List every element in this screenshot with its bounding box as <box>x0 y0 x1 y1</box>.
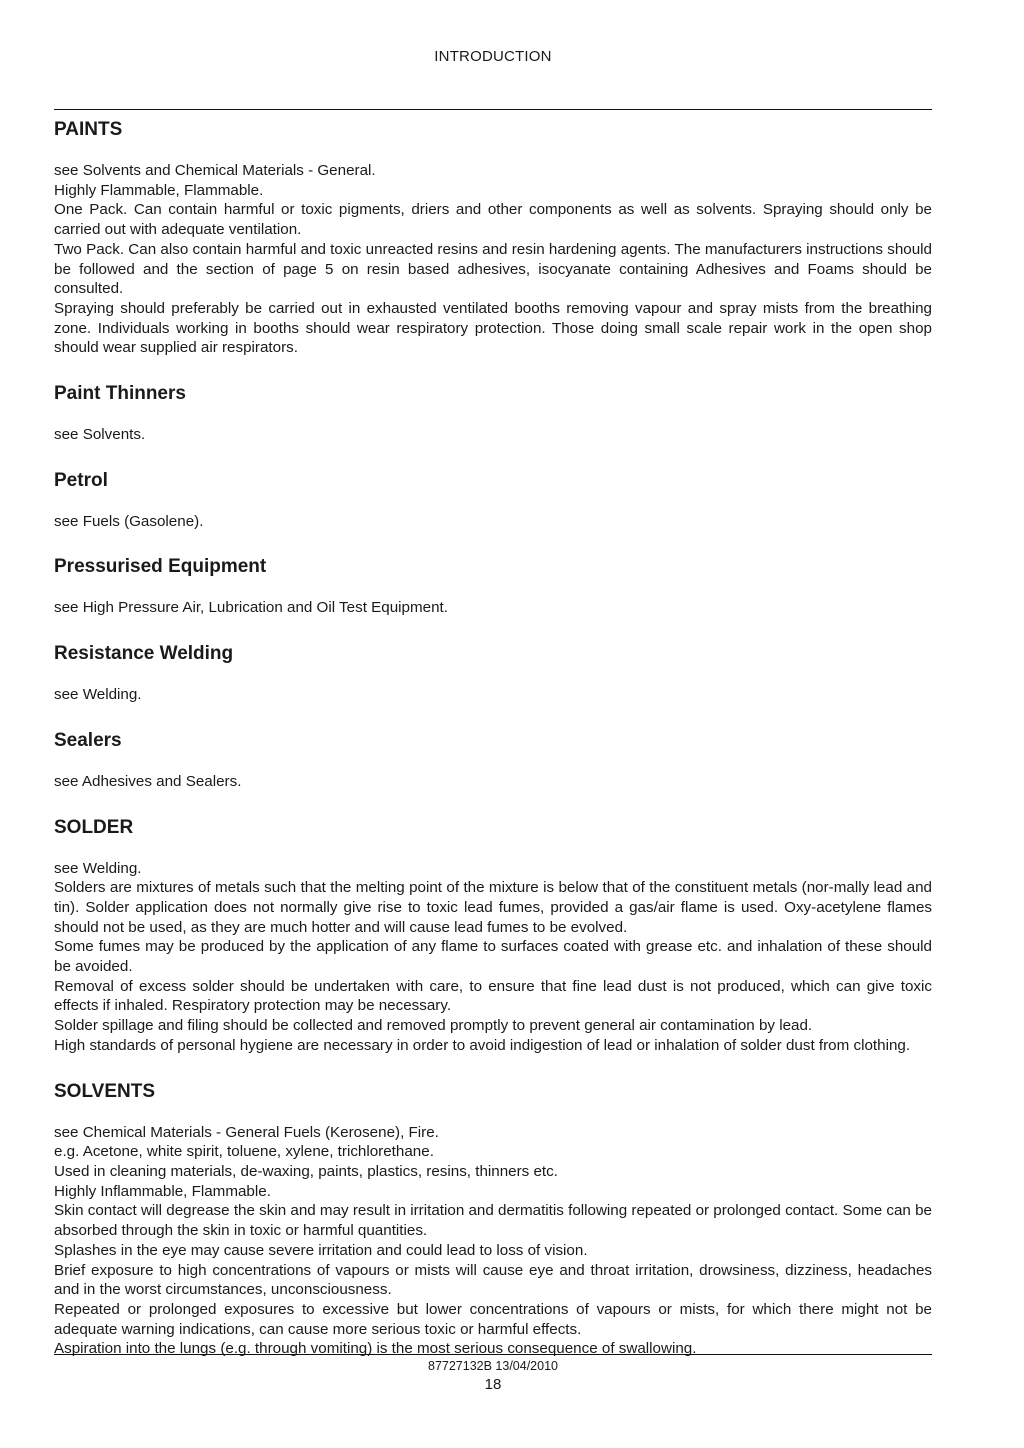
paragraph: One Pack. Can contain harmful or toxic pigments, driers and other components as well as solvents. Spraying should only be carried out with adequate ventilation. <box>54 201 932 239</box>
paragraph: Repeated or prolonged exposures to excessive but lower concentrations of vapours or mists, for which there might not be adequate warning indications, can cause more serious toxic or harmful effects. <box>54 1300 932 1338</box>
paragraph: see Solvents and Chemical Materials - General. <box>54 162 376 179</box>
page-number: 18 <box>484 1376 502 1393</box>
document-code: 87727132B 13/04/2010 <box>428 1359 558 1373</box>
section-heading: Petrol <box>54 469 108 491</box>
section-heading: Paint Thinners <box>54 383 186 405</box>
section-heading: Pressurised Equipment <box>54 556 267 578</box>
paragraph: Highly Flammable, Flammable. <box>54 181 264 199</box>
section-body <box>54 772 932 792</box>
paragraph: see Fuels (Gasolene). <box>54 512 204 530</box>
section-solvents <box>54 1078 932 1359</box>
section-body <box>54 598 932 618</box>
section-body <box>54 425 932 445</box>
section-body <box>54 685 932 705</box>
paragraph: Spraying should preferably be carried out in exhausted ventilated booths removing vapour and spray mists from the breathing zone. Individuals working in booths should wear respiratory protection. Those doing small scale repair work in the open shop should wear supplied air respirators. <box>54 299 932 357</box>
section-paint-thinners <box>54 380 932 445</box>
footer-divider <box>54 1354 932 1355</box>
section-resistance-welding <box>54 640 932 705</box>
paragraph: Used in cleaning materials, de-waxing, paints, plastics, resins, thinners etc. <box>54 1162 558 1180</box>
paragraph: Brief exposure to high concentrations of vapours or mists will cause eye and throat irritation, drowsiness, dizziness, headaches and in the worst circumstances, unconsciousness. <box>54 1261 932 1299</box>
section-body <box>54 161 932 358</box>
paragraph: see Welding. <box>54 686 142 704</box>
section-heading: Resistance Welding <box>54 643 234 665</box>
section-pressurised-equipment <box>54 553 932 618</box>
section-body <box>54 512 932 532</box>
paragraph: Aspiration into the lungs (e.g. through vomiting) is the most serious consequence of swallowing. <box>54 1340 697 1358</box>
section-body <box>54 1123 932 1359</box>
paragraph: see Welding. <box>54 859 142 877</box>
section-heading: Sealers <box>54 729 122 751</box>
paragraph: Removal of excess solder should be undertaken with care, to ensure that fine lead dust is not produced, which can give toxic effects if inhaled. Respiratory protection may be necessary. <box>54 977 932 1015</box>
section-paints <box>54 116 932 358</box>
header-divider <box>54 109 932 110</box>
section-heading: SOLDER <box>54 816 134 838</box>
paragraph: see Adhesives and Sealers. <box>54 772 242 790</box>
section-petrol <box>54 467 932 532</box>
paragraph: High standards of personal hygiene are necessary in order to avoid indigestion of lead or inhalation of solder dust from clothing. <box>54 1036 911 1054</box>
paragraph: Highly Inflammable, Flammable. <box>54 1182 271 1200</box>
section-solder <box>54 814 932 1056</box>
paragraph: Skin contact will degrease the skin and may result in irritation and dermatitis following repeated or prolonged contact. Some can be absorbed through the skin in toxic or harmful quantities. <box>54 1202 932 1240</box>
page-header-title: INTRODUCTION <box>434 48 552 65</box>
paragraph: Some fumes may be produced by the application of any flame to surfaces coated with grease etc. and inhalation of these should be avoided. <box>54 938 932 976</box>
paragraph: see High Pressure Air, Lubrication and Oil Test Equipment. <box>54 599 448 617</box>
paragraph: Two Pack. Can also contain harmful and toxic unreacted resins and resin hardening agents. The manufacturers instructions should be followed and the section of page 5 on resin based adhesives, isocyanate containing Adhesives and Foams should be consulted. <box>54 240 932 298</box>
paragraph: Splashes in the eye may cause severe irritation and could lead to loss of vision. <box>54 1241 588 1259</box>
section-body <box>54 859 932 1056</box>
section-heading: SOLVENTS <box>54 1080 155 1102</box>
section-heading: PAINTS <box>54 119 123 140</box>
section-sealers <box>54 727 932 792</box>
paragraph: see Chemical Materials - General Fuels (Kerosene), Fire. <box>54 1123 439 1141</box>
paragraph: see Solvents. <box>54 426 146 444</box>
paragraph: e.g. Acetone, white spirit, toluene, xylene, trichlorethane. <box>54 1143 434 1161</box>
paragraph: Solders are mixtures of metals such that the melting point of the mixture is below that of the constituent metals (nor-mally lead and tin). Solder application does not normally give rise to toxic lead fumes, provided a gas/air flame is used. Oxy-acetylene flames should not be used, as they are much hotter and will cause lead fumes to be evolved. <box>54 879 932 936</box>
paragraph: Solder spillage and filing should be collected and removed promptly to prevent general air contamination by lead. <box>54 1017 813 1035</box>
document-content <box>54 116 932 1359</box>
